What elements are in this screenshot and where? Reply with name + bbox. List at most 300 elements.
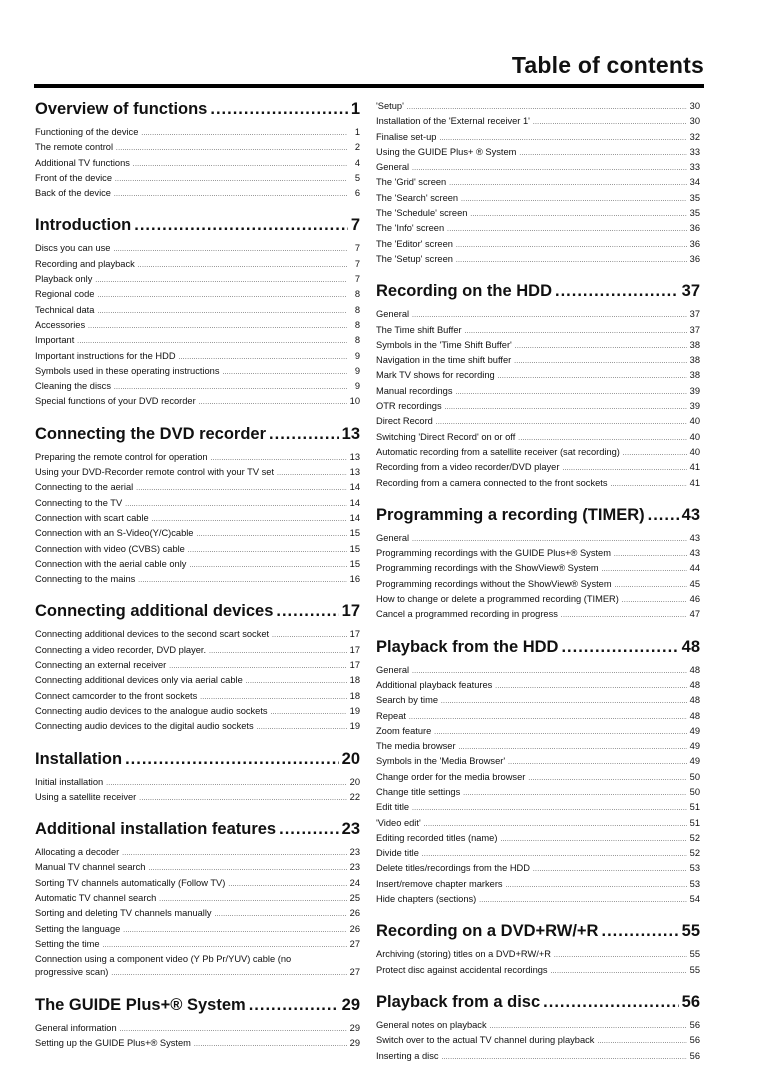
- toc-entry[interactable]: [35, 1037, 360, 1052]
- toc-entry[interactable]: [35, 141, 360, 156]
- toc-entry-page: 14: [349, 497, 360, 508]
- toc-entry-page: 32: [689, 131, 700, 142]
- toc-entry-title: Programming recordings with the ShowView® System: [376, 563, 599, 574]
- toc-entry-page: 16: [349, 574, 360, 585]
- dot-leader: [189, 560, 346, 573]
- toc-entry-title: Zoom feature: [376, 725, 432, 736]
- toc-entry[interactable]: [35, 380, 360, 395]
- toc-entry-title: Connect camcorder to the front sockets: [35, 690, 198, 701]
- dot-leader: [114, 189, 347, 202]
- toc-entry-page: 36: [689, 238, 700, 249]
- dot-leader: [461, 194, 687, 207]
- toc-entry[interactable]: [376, 755, 700, 770]
- toc-entry[interactable]: [376, 115, 700, 130]
- toc-entry[interactable]: [376, 461, 700, 476]
- toc-entry-title: The 'Search' screen: [376, 192, 459, 203]
- toc-entry-page: 7: [354, 258, 360, 269]
- toc-entry-page: 56: [689, 1050, 700, 1061]
- dot-leader: [122, 848, 346, 861]
- toc-section: [35, 425, 360, 589]
- dot-leader: [470, 209, 686, 222]
- toc-entry-page: 23: [349, 862, 360, 873]
- toc-entry-title: Direct Record: [376, 416, 433, 427]
- toc-entry[interactable]: [376, 532, 700, 547]
- toc-entry[interactable]: [35, 690, 360, 705]
- toc-entry[interactable]: [376, 608, 700, 623]
- toc-entry-title: Symbols in the 'Media Browser': [376, 756, 506, 767]
- toc-entry-title: Navigation in the time shift buffer: [376, 355, 512, 366]
- dot-leader: [434, 727, 686, 740]
- toc-section: [376, 638, 700, 909]
- toc-entry[interactable]: [376, 339, 700, 354]
- dot-leader: [97, 306, 347, 319]
- dot-leader: [515, 341, 687, 354]
- toc-entry-page: 20: [349, 776, 360, 787]
- toc-entry[interactable]: [35, 258, 360, 273]
- toc-entry[interactable]: [376, 878, 700, 893]
- toc-entry[interactable]: [35, 846, 360, 861]
- dot-leader: [141, 128, 347, 141]
- toc-entry[interactable]: [35, 1022, 360, 1037]
- toc-entry-page: 15: [349, 558, 360, 569]
- dot-leader: [125, 499, 346, 512]
- toc-entry-page: 19: [349, 721, 360, 732]
- dot-leader: [490, 1021, 687, 1034]
- dot-leader: [514, 356, 686, 369]
- toc-entry[interactable]: [35, 628, 360, 643]
- toc-entry[interactable]: [376, 176, 700, 191]
- toc-entry-title: General: [376, 532, 410, 543]
- dot-leader: [125, 750, 339, 769]
- dot-leader: [249, 996, 339, 1015]
- section-heading[interactable]: [376, 506, 700, 525]
- dot-leader: [533, 117, 687, 130]
- toc-column-left: [35, 100, 360, 1052]
- toc-entry-title: Preparing the remote control for operation: [35, 451, 208, 462]
- toc-entry-page: 26: [349, 908, 360, 919]
- section-heading[interactable]: [35, 602, 360, 621]
- toc-entry-title-cont: progressive scan): [35, 967, 109, 978]
- toc-entry[interactable]: [376, 801, 700, 816]
- toc-entry-title: Initial installation: [35, 776, 104, 787]
- toc-entry-page: 43: [689, 548, 700, 559]
- dot-leader: [601, 922, 678, 941]
- toc-entry[interactable]: [35, 573, 360, 588]
- dot-leader: [136, 483, 346, 496]
- dot-leader: [152, 514, 347, 527]
- toc-entry[interactable]: [35, 242, 360, 257]
- toc-entry[interactable]: [376, 679, 700, 694]
- toc-entry[interactable]: [35, 953, 360, 982]
- toc-entry[interactable]: [35, 319, 360, 334]
- toc-entry-page: 27: [349, 938, 360, 949]
- toc-entry[interactable]: [376, 207, 700, 222]
- toc-entry[interactable]: [35, 497, 360, 512]
- toc-entry-page: 9: [354, 381, 360, 392]
- toc-entry[interactable]: [376, 369, 700, 384]
- toc-entry[interactable]: [35, 172, 360, 187]
- toc-entry-page: 40: [689, 431, 700, 442]
- toc-entry[interactable]: [35, 674, 360, 689]
- dot-leader: [210, 100, 347, 119]
- section-heading-title: Introduction: [35, 216, 132, 235]
- toc-entry-page: 33: [689, 146, 700, 157]
- dot-leader: [257, 722, 347, 735]
- section-heading[interactable]: [35, 425, 360, 444]
- toc-entry[interactable]: [35, 350, 360, 365]
- dot-leader: [465, 326, 687, 339]
- toc-entry[interactable]: [376, 431, 700, 446]
- toc-entry-title: The 'Grid' screen: [376, 177, 447, 188]
- toc-entry-title: General: [376, 309, 410, 320]
- toc-entry[interactable]: [376, 562, 700, 577]
- toc-section: [376, 282, 700, 492]
- toc-entry[interactable]: [376, 1034, 700, 1049]
- toc-entry-page: 34: [689, 177, 700, 188]
- toc-entry[interactable]: [376, 446, 700, 461]
- toc-entry-page: 40: [689, 416, 700, 427]
- toc-entry[interactable]: [376, 1050, 700, 1065]
- section-heading-title: Recording on a DVD+RW/+R: [376, 922, 599, 941]
- section-heading-page: 29: [341, 995, 360, 1014]
- page-title: Table of contents: [511, 52, 704, 78]
- toc-entry-page: 9: [354, 365, 360, 376]
- toc-entry-title: Automatic TV channel search: [35, 892, 157, 903]
- toc-entry-page: 47: [689, 609, 700, 620]
- toc-entry[interactable]: [376, 786, 700, 801]
- toc-entry[interactable]: [35, 365, 360, 380]
- toc-entry-title: Switching 'Direct Record' on or off: [376, 431, 516, 442]
- section-heading[interactable]: [376, 638, 700, 657]
- toc-entry-page: 50: [689, 786, 700, 797]
- toc-entry[interactable]: [35, 527, 360, 542]
- dot-leader: [554, 950, 687, 963]
- dot-leader: [439, 133, 686, 146]
- toc-entry-title: The remote control: [35, 142, 114, 153]
- dot-leader: [543, 993, 678, 1012]
- toc-entry-title: Allocating a decoder: [35, 847, 120, 858]
- toc-entry-title: Installation of the 'External receiver 1': [376, 116, 530, 127]
- toc-entry[interactable]: [376, 817, 700, 832]
- toc-entry[interactable]: [376, 253, 700, 268]
- toc-entry-page: 26: [349, 923, 360, 934]
- toc-column-right: [376, 100, 700, 1065]
- section-heading[interactable]: [376, 282, 700, 301]
- toc-entry-title: Important: [35, 335, 75, 346]
- toc-entry[interactable]: [376, 694, 700, 709]
- toc-entry[interactable]: [376, 131, 700, 146]
- toc-entry[interactable]: [35, 720, 360, 735]
- toc-entry-page: 38: [689, 370, 700, 381]
- toc-entry-title: Inserting a disc: [376, 1050, 439, 1061]
- toc-entry[interactable]: [376, 593, 700, 608]
- toc-entry[interactable]: [376, 308, 700, 323]
- dot-leader: [597, 1036, 686, 1049]
- dot-leader: [519, 148, 686, 161]
- dot-leader: [199, 397, 347, 410]
- toc-entry[interactable]: [35, 288, 360, 303]
- section-heading-title: Playback from the HDD: [376, 637, 559, 656]
- toc-entry[interactable]: [35, 776, 360, 791]
- toc-entry-title: Connection with video (CVBS) cable: [35, 543, 185, 554]
- toc-entry-page: 36: [689, 253, 700, 264]
- toc-entry-title: Change order for the media browser: [376, 771, 526, 782]
- toc-entry-page: 41: [689, 477, 700, 488]
- toc-entry-title: Archiving (storing) titles on a DVD+RW/+R: [376, 949, 551, 960]
- toc-entry[interactable]: [35, 892, 360, 907]
- dot-leader: [449, 178, 686, 191]
- toc-entry-page: 49: [689, 725, 700, 736]
- title-rule: [34, 84, 704, 88]
- toc-entry-title: 'Video edit': [376, 817, 421, 828]
- toc-entry-page: 23: [349, 847, 360, 858]
- section-heading[interactable]: [35, 996, 360, 1015]
- toc-entry[interactable]: [35, 558, 360, 573]
- toc-entry-page: 39: [689, 401, 700, 412]
- toc-entry-title: Connection using a component video (Y Pb Pr/YUV) cable (no: [35, 954, 292, 965]
- section-heading-page: 23: [341, 820, 360, 839]
- section-heading-page: 17: [341, 602, 360, 621]
- toc-entry-page: 30: [689, 116, 700, 127]
- toc-entry-page: 49: [689, 741, 700, 752]
- toc-entry-title: Back of the device: [35, 188, 111, 199]
- toc-entry-title: Automatic recording from a satellite receiver (sat recording): [376, 446, 620, 457]
- toc-entry-title: Recording from a camera connected to the front sockets: [376, 477, 608, 488]
- toc-section: [376, 100, 700, 268]
- toc-entry-title: OTR recordings: [376, 401, 442, 412]
- toc-entry-page: 8: [354, 289, 360, 300]
- toc-entry-title: Connecting to the aerial: [35, 482, 134, 493]
- dot-leader: [277, 468, 347, 481]
- dot-leader: [555, 282, 679, 301]
- toc-entry-title: Important instructions for the HDD: [35, 350, 176, 361]
- toc-entry[interactable]: [376, 100, 700, 115]
- dot-leader: [561, 638, 678, 657]
- toc-entry[interactable]: [376, 385, 700, 400]
- toc-entry-title: Symbols used in these operating instructions: [35, 365, 220, 376]
- section-heading[interactable]: [35, 820, 360, 839]
- toc-entry[interactable]: [35, 705, 360, 720]
- dot-leader: [276, 602, 338, 621]
- toc-entry[interactable]: [35, 126, 360, 141]
- toc-entry[interactable]: [376, 847, 700, 862]
- dot-leader: [528, 773, 686, 786]
- toc-entry[interactable]: [376, 161, 700, 176]
- toc-entry-page: 29: [349, 1022, 360, 1033]
- dot-leader: [139, 793, 346, 806]
- toc-entry-page: 55: [689, 964, 700, 975]
- toc-entry[interactable]: [376, 664, 700, 679]
- dot-leader: [148, 863, 346, 876]
- toc-entry[interactable]: [35, 512, 360, 527]
- toc-section: [35, 216, 360, 410]
- toc-entry-title: The 'Setup' screen: [376, 253, 453, 264]
- dot-leader: [614, 549, 687, 562]
- toc-entry[interactable]: [376, 725, 700, 740]
- dot-leader: [518, 433, 686, 446]
- section-heading[interactable]: [35, 216, 360, 235]
- toc-entry-title: Discs you can use: [35, 243, 111, 254]
- section-heading[interactable]: [376, 993, 700, 1012]
- toc-entry-page: 8: [354, 304, 360, 315]
- toc-entry[interactable]: [376, 400, 700, 415]
- toc-entry[interactable]: [376, 862, 700, 877]
- dot-leader: [223, 367, 348, 380]
- dot-leader: [111, 968, 346, 981]
- toc-entry-page: 36: [689, 223, 700, 234]
- toc-entry[interactable]: [376, 324, 700, 339]
- section-heading[interactable]: [376, 922, 700, 941]
- toc-entry[interactable]: [35, 481, 360, 496]
- toc-entry[interactable]: [35, 877, 360, 892]
- dot-leader: [615, 580, 687, 593]
- dot-leader: [138, 575, 346, 588]
- dot-leader: [120, 1024, 347, 1037]
- toc-entry[interactable]: [376, 146, 700, 161]
- toc-entry[interactable]: [376, 477, 700, 492]
- toc-entry-page: 8: [354, 319, 360, 330]
- toc-entry-title: Cleaning the discs: [35, 381, 111, 392]
- toc-entry[interactable]: [376, 547, 700, 562]
- toc-entry-page: 33: [689, 162, 700, 173]
- toc-entry-page: 17: [349, 644, 360, 655]
- toc-entry-title: Connecting an external receiver: [35, 660, 167, 671]
- toc-entry-title: Additional playback features: [376, 679, 493, 690]
- toc-entry[interactable]: [35, 543, 360, 558]
- section-heading-page: 20: [341, 749, 360, 768]
- toc-entry-page: 14: [349, 482, 360, 493]
- toc-entry-title: How to change or delete a programmed recording (TIMER): [376, 594, 619, 605]
- toc-entry-title: Special functions of your DVD recorder: [35, 396, 196, 407]
- toc-entry[interactable]: [35, 304, 360, 319]
- dot-leader: [602, 564, 687, 577]
- dot-leader: [498, 371, 687, 384]
- toc-entry-page: 1: [354, 127, 360, 137]
- toc-entry[interactable]: [376, 740, 700, 755]
- toc-entry[interactable]: [35, 334, 360, 349]
- dot-leader: [103, 940, 347, 953]
- toc-entry-page: 35: [689, 192, 700, 203]
- toc-entry[interactable]: [376, 222, 700, 237]
- dot-leader: [134, 216, 348, 235]
- dot-leader: [442, 1052, 687, 1065]
- toc-section: [35, 100, 360, 202]
- toc-entry[interactable]: [376, 238, 700, 253]
- toc-entry-page: 27: [349, 967, 360, 978]
- dot-leader: [159, 894, 346, 907]
- toc-entry[interactable]: [35, 907, 360, 922]
- dot-leader: [562, 463, 686, 476]
- toc-entry-title: General: [376, 162, 410, 173]
- dot-leader: [561, 610, 687, 623]
- toc-entry[interactable]: [35, 273, 360, 288]
- toc-entry-page: 51: [689, 817, 700, 828]
- toc-entry-title: Editing recorded titles (name): [376, 832, 498, 843]
- toc-entry[interactable]: [376, 354, 700, 369]
- toc-section: [35, 750, 360, 807]
- toc-entry[interactable]: [35, 157, 360, 172]
- toc-entry[interactable]: [35, 395, 360, 410]
- toc-section: [35, 996, 360, 1053]
- toc-entry[interactable]: [376, 964, 700, 979]
- toc-entry-title: Using a satellite receiver: [35, 791, 137, 802]
- dot-leader: [441, 696, 687, 709]
- section-heading[interactable]: [35, 750, 360, 769]
- toc-entry[interactable]: [376, 832, 700, 847]
- toc-entry[interactable]: [35, 923, 360, 938]
- toc-entry-title: Playback only: [35, 274, 93, 285]
- section-heading[interactable]: [35, 100, 360, 119]
- toc-entry[interactable]: [35, 451, 360, 466]
- toc-entry-page: 35: [689, 208, 700, 219]
- toc-entry-title: 'Setup': [376, 101, 404, 111]
- toc-entry[interactable]: [376, 948, 700, 963]
- toc-entry-page: 53: [689, 863, 700, 874]
- toc-entry-page: 48: [689, 695, 700, 706]
- toc-entry[interactable]: [376, 578, 700, 593]
- toc-entry-title: Connection with an S-Video(Y/C)cable: [35, 528, 194, 539]
- toc-entry[interactable]: [35, 938, 360, 953]
- toc-entry-page: 7: [354, 243, 360, 254]
- dot-leader: [97, 290, 347, 303]
- section-heading-page: 13: [341, 424, 360, 443]
- toc-entry-page: 13: [349, 451, 360, 462]
- dot-leader: [200, 692, 346, 705]
- dot-leader: [113, 244, 347, 257]
- section-heading-page: 56: [681, 992, 700, 1011]
- toc-entry-page: 9: [354, 350, 360, 361]
- toc-entry-title: Recording and playback: [35, 258, 135, 269]
- toc-entry-title: Repeat: [376, 710, 406, 721]
- section-heading-page: 1: [350, 100, 360, 118]
- toc-entry-page: 46: [689, 594, 700, 605]
- toc-entry[interactable]: [376, 1019, 700, 1034]
- dot-leader: [77, 336, 347, 349]
- dot-leader: [95, 275, 347, 288]
- toc-entry-title: Front of the device: [35, 172, 112, 183]
- toc-entry-title: Connecting additional devices only via aerial cable: [35, 675, 243, 686]
- dot-leader: [459, 742, 687, 755]
- toc-entry-page: 6: [354, 188, 360, 199]
- toc-entry[interactable]: [35, 187, 360, 202]
- toc-entry[interactable]: [35, 659, 360, 674]
- toc-entry[interactable]: [376, 893, 700, 908]
- toc-entry-title: Manual recordings: [376, 385, 453, 396]
- dot-leader: [424, 819, 687, 832]
- toc-entry[interactable]: [376, 192, 700, 207]
- toc-entry[interactable]: [376, 771, 700, 786]
- toc-entry-page: 52: [689, 832, 700, 843]
- toc-entry[interactable]: [376, 710, 700, 725]
- toc-entry[interactable]: [35, 861, 360, 876]
- toc-entry-page: 18: [349, 675, 360, 686]
- toc-entry-page: 13: [349, 467, 360, 478]
- toc-entry-title: The 'Schedule' screen: [376, 208, 468, 219]
- toc-entry-title: Divide title: [376, 848, 419, 859]
- toc-entry[interactable]: [35, 644, 360, 659]
- toc-entry-page: 30: [689, 101, 700, 111]
- toc-section: [376, 993, 700, 1065]
- section-heading-title: Connecting the DVD recorder: [35, 424, 267, 443]
- toc-entry[interactable]: [35, 466, 360, 481]
- toc-entry-title: Protect disc against accidental recordings: [376, 964, 548, 975]
- toc-entry[interactable]: [376, 415, 700, 430]
- toc-entry[interactable]: [35, 791, 360, 806]
- toc-entry-page: 37: [689, 309, 700, 320]
- dot-leader: [456, 255, 687, 268]
- toc-entry-page: 38: [689, 355, 700, 366]
- toc-entry-page: 19: [349, 705, 360, 716]
